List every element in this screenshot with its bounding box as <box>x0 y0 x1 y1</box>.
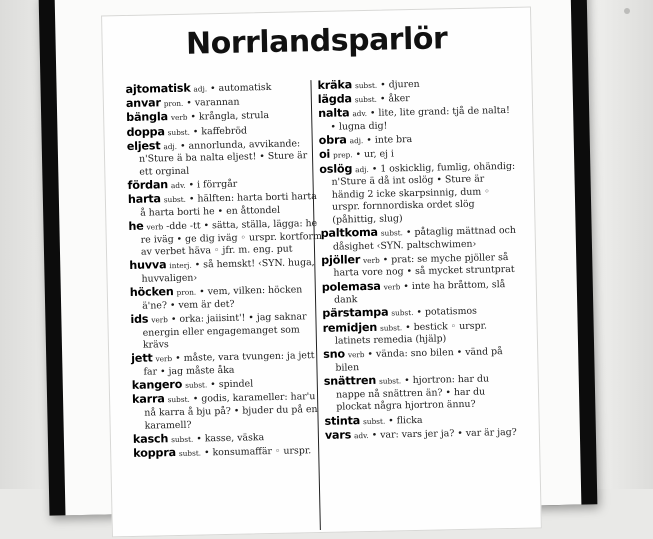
poster-title: Norrlandsparlör <box>185 21 448 62</box>
entry-definition: • lite, lite grand: tjå de nalta! • lugna dig! <box>330 105 510 133</box>
entry-headword: anvar <box>125 96 161 111</box>
entry-part-of-speech: subst. <box>379 322 403 333</box>
frame-mat <box>55 0 582 515</box>
entry-part-of-speech: subst. <box>167 395 190 405</box>
entry-definition: • konsumaffär ◦ urspr. <box>203 445 312 459</box>
entry-definition: • hälften: harta borti harta å harta borti he • en åttondel <box>140 191 317 219</box>
dictionary-entry <box>321 251 518 281</box>
entry-definition: • inte ha bråttom, slå dank <box>333 278 506 306</box>
entry-definition: • varannan <box>186 96 240 109</box>
entry-headword: remidjen <box>322 320 378 335</box>
dictionary-entry <box>322 277 519 307</box>
entry-headword: he <box>128 219 144 234</box>
entry-definition: • kaffebröd <box>192 125 248 138</box>
entry-part-of-speech: verb <box>347 350 365 360</box>
entry-part-of-speech: subst. <box>391 308 414 318</box>
entry-part-of-speech: subst. <box>380 228 404 238</box>
entry-definition: • bestick ◦ urspr. latinets remedia (hjälp) <box>334 320 488 347</box>
entry-headword: pärstampa <box>322 305 389 321</box>
entry-part-of-speech: adv. <box>170 180 186 191</box>
entry-definition: • spindel <box>210 378 254 391</box>
entry-headword: jett <box>131 351 153 366</box>
dictionary-entry <box>130 283 327 313</box>
dictionary-entry <box>132 390 329 433</box>
entry-headword: pjöller <box>321 252 361 267</box>
dictionary-entry <box>127 137 324 180</box>
entry-definition: • kasse, väska <box>196 431 265 445</box>
left-column <box>125 80 329 462</box>
entry-headword: nalta <box>318 106 350 121</box>
entry-definition: • i förrgår <box>188 178 238 191</box>
entry-headword: polemasa <box>321 279 381 294</box>
entry-part-of-speech: pron. <box>163 98 184 109</box>
entry-headword: harta <box>127 192 161 207</box>
entry-headword: kräka <box>317 78 353 92</box>
dictionary-entry <box>133 444 329 462</box>
entry-headword: obra <box>318 133 347 148</box>
entry-headword: oslög <box>319 161 353 176</box>
entry-part-of-speech: subst. <box>354 94 378 105</box>
entry-definition: • krångla, strula <box>190 110 270 124</box>
entry-part-of-speech: adj. <box>349 136 364 146</box>
entry-part-of-speech: verb <box>155 354 173 364</box>
entry-definition: • vem, vilken: höcken ä'ne? • vem är det? <box>142 284 303 312</box>
entry-part-of-speech: adj. <box>355 164 369 174</box>
dictionary-entry <box>318 104 515 134</box>
dictionary-entry <box>129 256 326 286</box>
entry-part-of-speech: verb <box>151 315 169 325</box>
entry-part-of-speech: verb <box>383 281 401 292</box>
entry-headword: koppra <box>133 445 177 460</box>
entry-headword: karra <box>131 392 165 407</box>
entry-part-of-speech: subst. <box>178 448 202 458</box>
entry-definition: • vända: sno bilen • vänd på bilen <box>335 346 503 374</box>
dictionary-entry <box>321 224 518 254</box>
entry-definition: • 1 oskicklig, fumlig, ohändig: n'Sture ä då int oslög • Sture är händig 2 icke skarpsinnig, dum ◦ urspr. fornnordiska ordet slög (påhittig, slug) <box>331 160 516 226</box>
entry-definition: • orka: jaiisint'! • jag saknar energin eller engagemanget som krävs <box>142 311 307 351</box>
entry-headword: oi <box>318 148 331 162</box>
entry-headword: paltkoma <box>320 225 378 241</box>
entry-definition: • djuren <box>380 78 420 91</box>
entry-headword: lägda <box>317 92 352 107</box>
entry-headword: snättren <box>323 374 377 389</box>
entry-definition: • potatismos <box>416 306 478 319</box>
dictionary-entry <box>128 217 325 260</box>
entry-headword: fördan <box>127 178 169 193</box>
entry-part-of-speech: prep. <box>333 150 353 161</box>
entry-definition: • åker <box>379 93 410 105</box>
entry-part-of-speech: adv. <box>354 430 369 441</box>
poster <box>101 6 542 537</box>
entry-definition: -dde -tt • sätta, ställa, lägga: he re iväg • ge dig iväg ◦ urspr. kortform av verbet häva ◦ jfr. m. eng. put <box>140 218 322 258</box>
entry-headword: sno <box>323 347 346 362</box>
entry-part-of-speech: interj. <box>169 261 192 271</box>
dictionary-entry <box>128 190 325 220</box>
entry-definition: • hjortron: har du nappe nå snättren än? • har du plockat några hjortron ännu? <box>335 373 490 414</box>
dictionary-entry <box>130 310 327 353</box>
entry-part-of-speech: verb <box>170 113 188 123</box>
entry-headword: eljest <box>126 139 161 153</box>
entry-definition: • måste, vara tvungen: ja jett far • jag måste åka <box>143 350 315 378</box>
picture-frame <box>39 0 598 516</box>
entry-part-of-speech: adv. <box>352 109 368 119</box>
entry-headword: kangero <box>131 378 183 393</box>
entry-definition: • flicka <box>388 414 423 427</box>
dictionary-entry <box>323 318 520 348</box>
entry-headword: stinta <box>324 413 361 428</box>
entry-part-of-speech: subst. <box>363 416 386 426</box>
entry-headword: doppa <box>126 124 165 139</box>
entry-headword: höcken <box>129 285 174 300</box>
entry-headword: vars <box>324 428 352 442</box>
dictionary-entry <box>131 349 328 379</box>
entry-definition: • inte bra <box>366 134 413 147</box>
entry-definition: • så hemskt! ‹SYN. huga, huvvaligen› <box>141 257 315 285</box>
entry-definition: • prat: se myche pjöller så harta vore nog • så mycket struntprat <box>333 251 515 280</box>
entry-definition: • ur, ej i <box>355 148 395 161</box>
right-column <box>317 76 521 444</box>
entry-headword: kasch <box>132 431 169 446</box>
entry-part-of-speech: adj. <box>163 141 178 151</box>
dictionary-entry <box>323 345 520 375</box>
dictionary-entry <box>319 159 516 227</box>
entry-definition: • godis, karameller: har'u nå karra å bju på? • bjuder du på en karamell? <box>144 391 318 432</box>
entry-part-of-speech: subst. <box>185 380 208 390</box>
entry-headword: huvva <box>129 258 167 273</box>
entry-definition: • annorlunda, avvikande: n'Sture ä ba nalta eljest! • Sture är ett orginal <box>138 138 308 178</box>
dictionary-entry <box>324 372 521 415</box>
entry-part-of-speech: subst. <box>378 376 402 386</box>
entry-part-of-speech: subst. <box>171 434 194 444</box>
entry-part-of-speech: verb <box>146 222 164 232</box>
entry-definition: • påtaglig mättnad och dåsighet ‹SYN. paltschwimen› <box>332 224 517 253</box>
entry-part-of-speech: adj. <box>193 84 208 94</box>
entry-part-of-speech: subst. <box>167 127 190 137</box>
entry-headword: bängla <box>126 110 169 125</box>
entry-headword: ids <box>130 312 149 326</box>
entry-definition: • var: vars jer ja? • var är jag? <box>371 426 517 441</box>
entry-part-of-speech: subst. <box>354 80 378 91</box>
entry-part-of-speech: verb <box>363 255 380 265</box>
entry-headword: ajtomatisk <box>125 81 191 96</box>
wall-nail <box>624 8 630 14</box>
entry-part-of-speech: subst. <box>163 195 187 205</box>
entry-definition: • automatisk <box>209 81 272 95</box>
entry-part-of-speech: pron. <box>176 287 197 298</box>
